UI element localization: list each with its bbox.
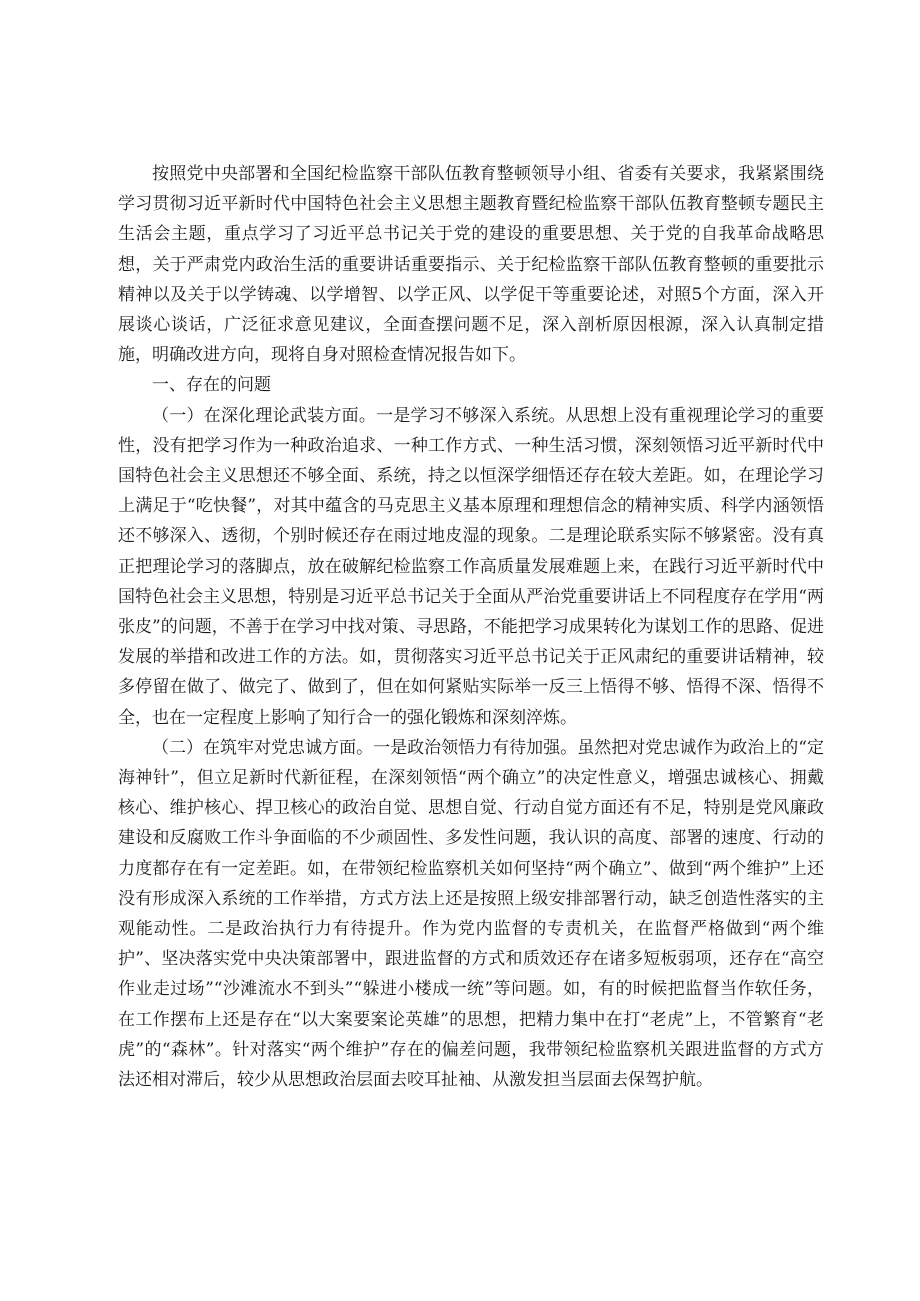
paragraph-theory-study: （一）在深化理论武装方面。一是学习不够深入系统。从思想上没有重视理论学习的重要性，没有把学习作为一种政治追求、一种工作方式、一种生活习惯，深刻领悟习近平新时代中国特色社会主义思想还不够全面、系统，持之以恒深学细悟还存在较大差距。如，在理论学习上满足于“吃快餐”，对其中蕴含的马克思主义基本原理和理想信念的精神实质、科学内涵领悟还不够深入、透彻，个别时候还存在雨过地皮湿的现象。二是理论联系实际不够紧密。没有真正把理论学习的落脚点，放在破解纪检监察工作高质量发展难题上来，在践行习近平新时代中国特色社会主义思想，特别是习近平总书记关于全面从严治党重要讲话上不同程度存在学用“两张皮”的问题，不善于在学习中找对策、寻思路，不能把学习成果转化为谋划工作的思路、促进发展的举措和改进工作的方法。如，贯彻落实习近平总书记关于正风肃纪的重要讲话精神，较多停留在做了、做完了、做到了，但在如何紧贴实际举一反三上悟得不够、悟得不深、悟得不全，也在一定程度上影响了知行合一的强化锻炼和深刻淬炼。	[118, 405, 824, 728]
section-heading: 一、存在的问题	[152, 375, 271, 396]
paragraph-party-loyalty: （二）在筑牢对党忠诚方面。一是政治领悟力有待加强。虽然把对党忠诚作为政治上的“定海神针”，但立足新时代新征程，在深刻领悟“两个确立”的决定性意义，增强忠诚核心、拥戴核心、维护核心、捍卫核心的政治自觉、思想自觉、行动自觉方面还有不足，特别是党风廉政建设和反腐败工作斗争面临的不少顽固性、多发性问题，我认识的高度、部署的速度、行动的力度都存在有一定差距。如，在带领纪检监察机关如何坚持“两个确立”、做到“两个维护”上还没有形成深入系统的工作举措，方式方法上还是按照上级安排部署行动，缺乏创造性落实的主观能动性。二是政治执行力有待提升。作为党内监督的专责机关，在监督严格做到“两个维护”、坚决落实党中央决策部署中，跟进监督的方式和质效还存在诸多短板弱项，还存在“高空作业走过场”“沙滩流水不到头”“躲进小楼成一统”等问题。如，有的时候把监督当作软任务，在工作摆布上还是存在“以大案要案论英雄”的思想，把精力集中在打“老虎”上，不管繁育“老虎”的“森林”。针对落实“两个维护”存在的偏差问题，我带领纪检监察机关跟进监督的方式方法还相对滞后，较少从思想政治层面去咬耳扯袖、从激发担当层面去保驾护航。	[118, 737, 824, 1091]
document-body	[118, 159, 824, 1095]
intro-paragraph: 按照党中央部署和全国纪检监察干部队伍教育整顿领导小组、省委有关要求，我紧紧围绕学习贯彻习近平新时代中国特色社会主义思想主题教育暨纪检监察干部队伍教育整顿专题民主生活会主题，重点学习了习近平总书记关于党的建设的重要思想、关于党的自我革命战略思想，关于严肃党内政治生活的重要讲话重要指示、关于纪检监察干部队伍教育整顿的重要批示精神以及关于以学铸魂、以学增智、以学正风、以学促干等重要论述，对照5个方面，深入开展谈心谈话，广泛征求意见建议，全面查摆问题不足，深入剖析原因根源，深入认真制定措施，明确改进方向，现将自身对照检查情况报告如下。	[118, 164, 824, 366]
